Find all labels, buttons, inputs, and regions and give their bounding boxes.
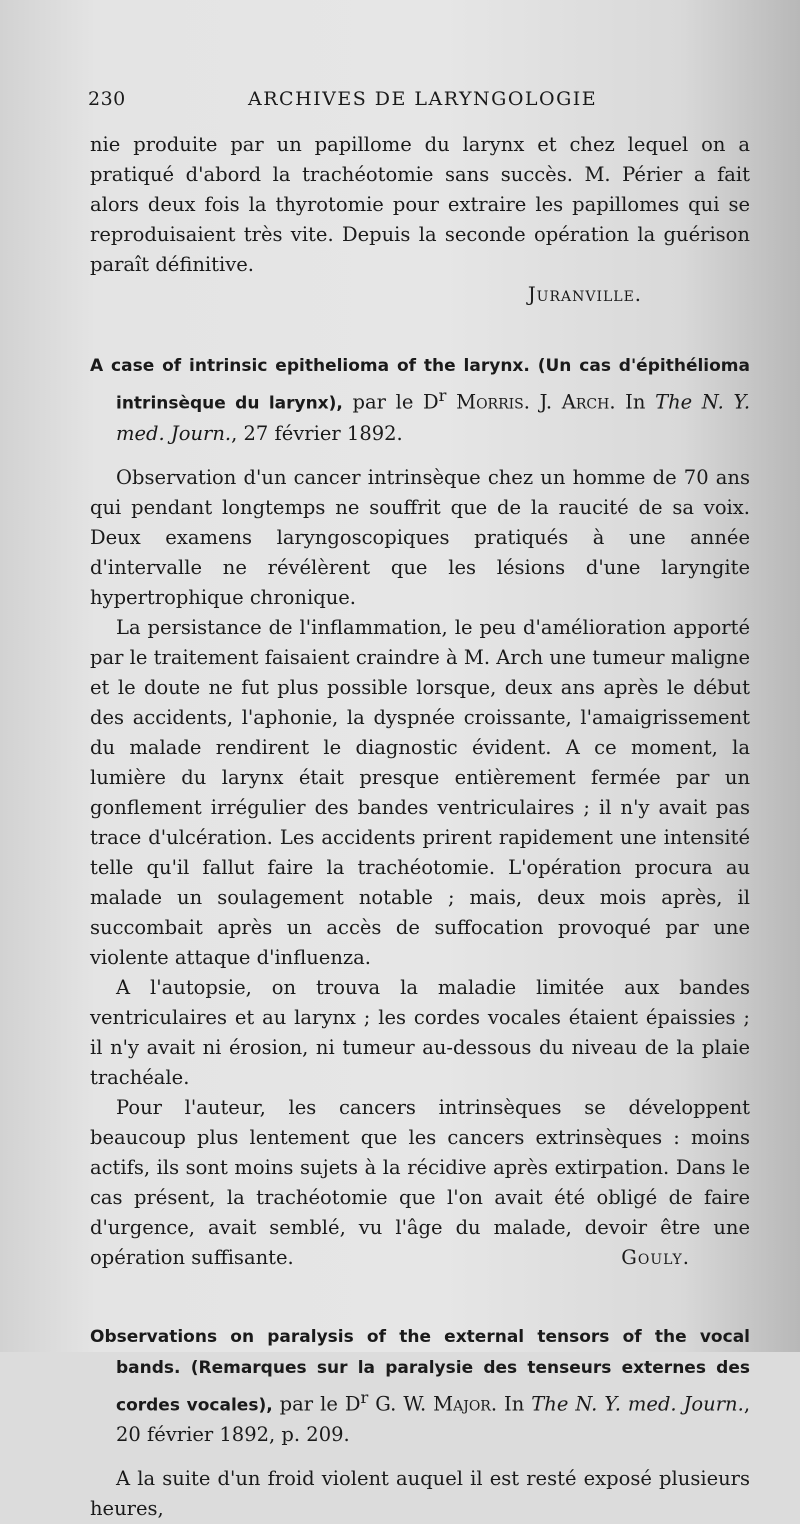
author-morris: Morris — [456, 390, 524, 414]
running-header — [88, 88, 688, 110]
article-title-2: Observations on paralysis of the external tensors of the vocal bands. (Remarques sur la paralysie des tenseurs externes des cordes vocales), — [90, 1326, 750, 1415]
paragraph-auteur: Pour l'auteur, les cancers intrinsèques se développent beaucoup plus lentement que les cancers extrinsèques : moins actifs, ils sont moins sujets à la récidive après extirpation. Dans le cas présent, la trachéotomie que l'on avait été obligé de faire d'urgence, avait semblé, vu l'âge du malade, devoir être une opération suffisante. Gouly. — [90, 1093, 750, 1273]
article-heading-1: A case of intrinsic epithelioma of the larynx. (Un cas d'épithélioma intrinsèque du larynx), par le $D^r$ Morris. J. Arch. In The N. Y. med. Journ., 27 février 1892. — [90, 356, 751, 445]
author-arch: Arch — [561, 390, 610, 414]
signature-gouly: Gouly. — [621, 1245, 690, 1269]
paragraph-autopsie: A l'autopsie, on trouva la maladie limitée aux bandes ventriculaires et au larynx ; les cordes vocales étaient épaissies ; il n'y avait ni érosion, ni tumeur au-dessous du niveau de la plaie trachéale. — [90, 975, 750, 1089]
paragraph-continued: nie produite par un papillome du larynx et chez lequel on a pratiqué d'abord la trachéotomie sans succès. M. Périer a fait alors deux fois la thyrotomie pour extraire les papillomes qui se reproduisaient très vite. Depuis la seconde opération la guérison paraît définitive. — [90, 133, 750, 276]
paragraph-suite: A la suite d'un froid violent auquel il est resté exposé plusieurs heures, — [90, 1467, 750, 1520]
page-number: 230 — [88, 88, 126, 110]
article-heading-2: Observations on paralysis of the external tensors of the vocal bands. (Remarques sur la paralysie des tenseurs externes des cordes vocales), par le $D^r$ G. W. Major. In The N. Y. med. Journ., 20 février 1892, p. 209. — [90, 1326, 751, 1446]
running-title: ARCHIVES DE LARYNGOLOGIE — [248, 88, 598, 110]
paragraph-persistance: La persistance de l'inflammation, le peu d'amélioration apporté par le traitement faisaient craindre à M. Arch une tumeur maligne et le doute ne fut plus possible lorsque, deux ans après le début des accidents, l'aphonie, la dyspnée croissante, l'amaigrissement du malade rendirent le diagnostic évident. A ce moment, la lumière du larynx était presque entièrement fermée par un gonflement irrégulier des bandes ventriculaires ; il n'y avait pas trace d'ulcération. Les accidents prirent rapidement une intensité telle qu'il fallut faire la trachéotomie. L'opération procura au malade un soulagement notable ; mais, deux mois après, il succombait après un accès de suffocation provoqué par une violente attaque d'influenza. — [90, 615, 750, 969]
author-major: G. W. Major — [368, 1392, 491, 1415]
journal-name-1: The N. Y. med. Journ. — [116, 390, 751, 445]
signature-juranville: Juranville. — [527, 283, 642, 306]
paragraph-observation: Observation d'un cancer intrinsèque chez un homme de 70 ans qui pendant longtemps ne souffrit que de la raucité de sa voix. Deux examens laryngoscopiques pratiqués à une année d'intervalle ne révélèrent que les lésions d'une laryngite hypertrophique chronique. — [90, 465, 750, 609]
journal-name-2: The N. Y. med. Journ. — [531, 1392, 744, 1415]
text-body — [90, 130, 750, 1524]
article-title-1: A case of intrinsic epithelioma of the larynx. (Un cas d'épithélioma intrinsèque du larynx), — [90, 356, 750, 414]
